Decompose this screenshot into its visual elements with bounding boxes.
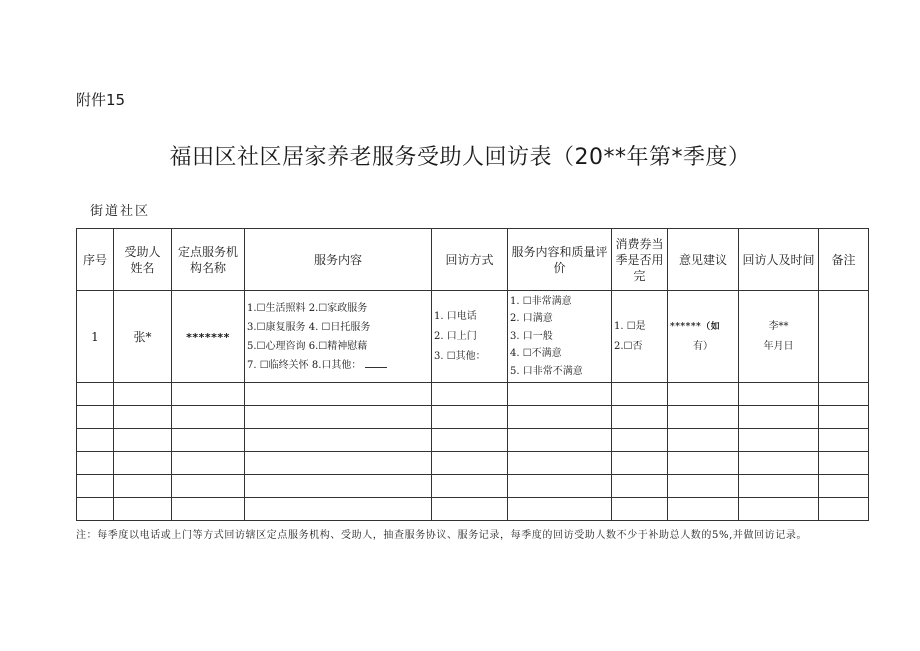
- option-care: 1.☐生活照料: [247, 302, 306, 314]
- col-header-remarks: 备注: [819, 229, 869, 291]
- subdistrict-label: 街道社区: [90, 204, 151, 219]
- cell-service-content: [245, 291, 432, 383]
- rating-satisfied: 2. 口满意: [510, 313, 553, 325]
- cell-recipient-name: 张*: [114, 291, 172, 383]
- table-row-blank: [77, 452, 869, 475]
- table-row-blank: [77, 383, 869, 406]
- col-header-service-content: 服务内容: [245, 229, 432, 291]
- table-row-blank: [77, 429, 869, 452]
- table-row-blank: [77, 406, 869, 429]
- col-header-provider: 定点服务机构名称: [172, 229, 245, 291]
- voucher-no: 2.☐否: [614, 340, 643, 352]
- rating-dissatisfied: 4. ☐不满意: [510, 348, 562, 360]
- table-row-blank: [77, 475, 869, 498]
- cell-index: 1: [77, 291, 114, 383]
- option-daycare: 4. ☐日托服务: [308, 321, 371, 333]
- option-spiritual: 6.☐精神慰藉: [308, 340, 368, 352]
- cell-provider-name: *******: [172, 291, 245, 383]
- col-header-voucher: 消费券当季是否用完: [612, 229, 668, 291]
- table-header-row: [77, 229, 869, 291]
- col-header-visitor-time: 回访人及时间: [739, 229, 819, 291]
- col-header-visit-method: 回访方式: [432, 229, 508, 291]
- option-housekeeping: 2.☐家政服务: [308, 302, 368, 314]
- cell-quality-rating: [508, 291, 612, 383]
- cell-visit-method: [432, 291, 508, 383]
- visit-phone: 1. 口电话: [434, 310, 477, 322]
- cell-voucher-used: [612, 291, 668, 383]
- visit-onsite: 2. 口上门: [434, 330, 477, 342]
- cell-remarks: [819, 291, 869, 383]
- page-title: 福田区社区居家养老服务受助人回访表（20**年第*季度）: [169, 145, 751, 170]
- option-counseling: 5.☐心理咨询: [247, 340, 306, 352]
- table-row: [77, 291, 869, 383]
- col-header-quality-rating: 服务内容和质量评价: [508, 229, 612, 291]
- visit-other: 3. ☐其他：: [434, 350, 486, 362]
- col-header-recipient: 受助人姓名: [114, 229, 172, 291]
- attachment-label: 附件15: [76, 91, 126, 109]
- footnote: 注：每季度以电话或上门等方式回访辖区定点服务机构、受助人，抽查服务协议、服务记录，每季度的回访受助人数不少于补助总人数的5%,并做回访记录。: [76, 530, 808, 541]
- option-rehab: 3.☐康复服务: [247, 321, 306, 333]
- rating-neutral: 3. 口一般: [510, 330, 553, 342]
- visit-record-table: [76, 228, 869, 521]
- voucher-yes: 1. ☐是: [614, 320, 646, 332]
- col-header-index: 序号: [77, 229, 114, 291]
- rating-very-satisfied: 1. ☐非常满意: [510, 295, 572, 307]
- rating-very-dissatisfied: 5. 口非常不满意: [510, 365, 583, 377]
- col-header-suggestion: 意见建议: [668, 229, 739, 291]
- option-hospice: 7. ☐临终关怀: [247, 359, 309, 371]
- other-blank-line: [365, 358, 387, 368]
- cell-visitor-time: 李** 年月日: [739, 291, 819, 383]
- cell-suggestion: ******（如 有）: [668, 291, 739, 383]
- table-row-blank: [77, 498, 869, 521]
- option-other: 8.口其他：: [311, 359, 362, 371]
